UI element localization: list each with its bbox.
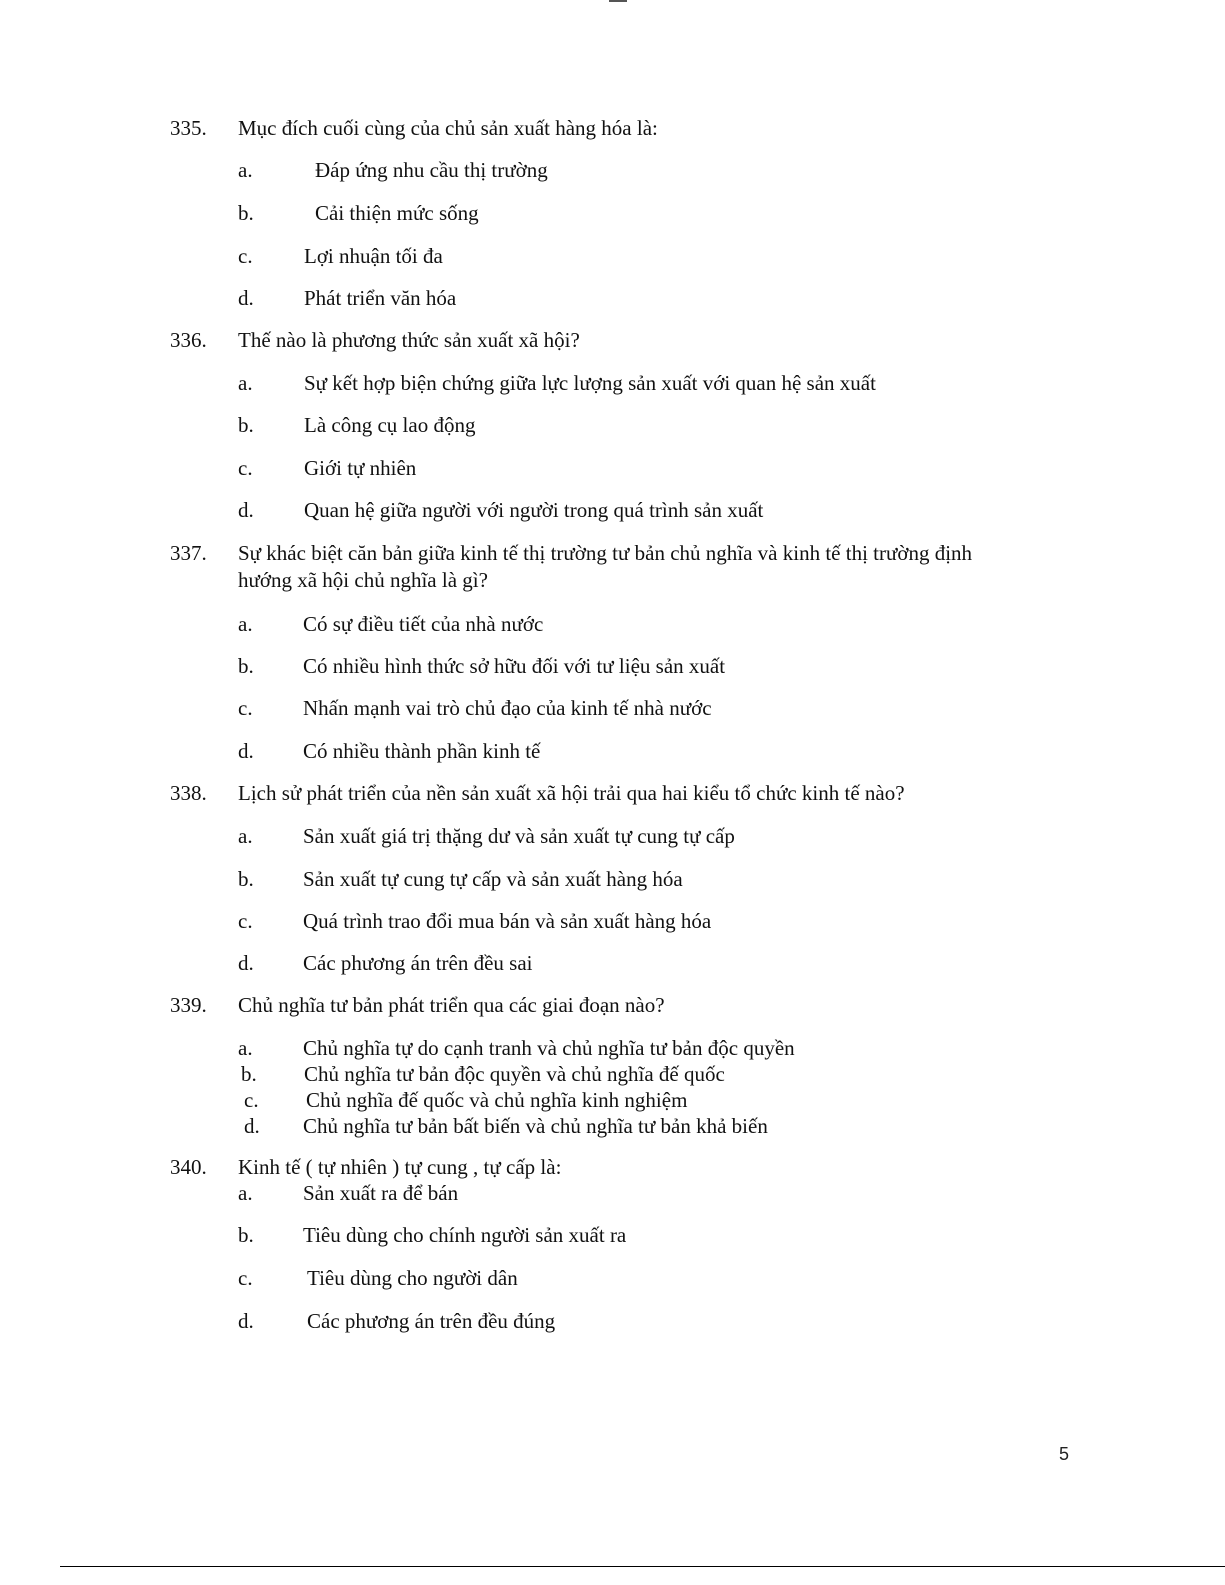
question-number: 338. (170, 781, 207, 805)
option-text: Sản xuất giá trị thặng dư và sản xuất tự cung tự cấp (303, 824, 735, 848)
option-text: Chủ nghĩa tư bản độc quyền và chủ nghĩa đế quốc (304, 1062, 725, 1086)
option-text: Quá trình trao đổi mua bán và sản xuất hàng hóa (303, 909, 712, 933)
option-text: Là công cụ lao động (304, 413, 476, 437)
question-number: 340. (170, 1155, 207, 1179)
question-number: 339. (170, 993, 207, 1017)
question-text: Kinh tế ( tự nhiên ) tự cung , tự cấp là: (238, 1155, 562, 1179)
option-text: Chủ nghĩa đế quốc và chủ nghĩa kinh nghiệm (306, 1088, 688, 1112)
option-text: Có nhiều hình thức sở hữu đối với tư liệu sản xuất (303, 654, 726, 678)
option-letter: a. (238, 158, 253, 182)
option-text: Sự kết hợp biện chứng giữa lực lượng sản xuất với quan hệ sản xuất (304, 371, 876, 395)
option-letter: a. (238, 1036, 253, 1060)
option-letter: a. (238, 612, 253, 636)
option-letter: b. (238, 1223, 254, 1247)
header-mark (609, 0, 627, 2)
option-text: Nhấn mạnh vai trò chủ đạo của kinh tế nhà nước (303, 696, 712, 720)
option-text: Giới tự nhiên (304, 456, 417, 480)
option-text: Lợi nhuận tối đa (304, 244, 443, 268)
option-text: Các phương án trên đều đúng (307, 1309, 556, 1333)
option-letter: b. (238, 201, 254, 225)
option-text: Chủ nghĩa tự do cạnh tranh và chủ nghĩa tư bản độc quyền (303, 1036, 795, 1060)
option-letter: d. (238, 498, 254, 522)
option-letter: d. (244, 1114, 260, 1138)
question-number: 336. (170, 328, 207, 352)
option-letter: b. (238, 413, 254, 437)
option-text: Cải thiện mức sống (315, 201, 479, 225)
option-text: Tiêu dùng cho người dân (307, 1266, 518, 1290)
question-text: Thế nào là phương thức sản xuất xã hội? (238, 328, 580, 352)
option-letter: d. (238, 1309, 254, 1333)
option-text: Phát triển văn hóa (304, 286, 457, 310)
option-letter: d. (238, 286, 254, 310)
option-text: Tiêu dùng cho chính người sản xuất ra (303, 1223, 627, 1247)
option-letter: b. (241, 1062, 257, 1086)
option-letter: c. (238, 456, 253, 480)
question-text-continued: hướng xã hội chủ nghĩa là gì? (238, 568, 488, 592)
option-text: Đáp ứng nhu cầu thị trường (315, 158, 548, 182)
option-letter: a. (238, 1181, 253, 1205)
option-letter: a. (238, 371, 253, 395)
option-letter: c. (238, 244, 253, 268)
option-text: Có sự điều tiết của nhà nước (303, 612, 544, 636)
option-letter: c. (238, 909, 253, 933)
option-text: Chủ nghĩa tư bản bất biến và chủ nghĩa tư bản khả biến (303, 1114, 768, 1138)
bottom-divider (60, 1566, 1225, 1567)
question-text: Chủ nghĩa tư bản phát triển qua các giai đoạn nào? (238, 993, 665, 1017)
option-text: Sản xuất ra để bán (303, 1181, 459, 1205)
option-letter: b. (238, 867, 254, 891)
option-text: Sản xuất tự cung tự cấp và sản xuất hàng hóa (303, 867, 683, 891)
option-text: Có nhiều thành phần kinh tế (303, 739, 541, 763)
option-letter: d. (238, 739, 254, 763)
option-text: Quan hệ giữa người với người trong quá trình sản xuất (304, 498, 764, 522)
option-letter: a. (238, 824, 253, 848)
option-text: Các phương án trên đều sai (303, 951, 533, 975)
question-text: Mục đích cuối cùng của chủ sản xuất hàng hóa là: (238, 116, 658, 140)
question-number: 337. (170, 541, 207, 565)
option-letter: c. (238, 1266, 253, 1290)
option-letter: d. (238, 951, 254, 975)
question-text: Lịch sử phát triển của nền sản xuất xã hội trải qua hai kiểu tổ chức kinh tế nào? (238, 781, 905, 805)
option-letter: b. (238, 654, 254, 678)
option-letter: c. (238, 696, 253, 720)
page-number: 5 (1059, 1444, 1070, 1464)
question-text: Sự khác biệt căn bản giữa kinh tế thị trường tư bản chủ nghĩa và kinh tế thị trường định (238, 541, 973, 565)
question-number: 335. (170, 116, 207, 140)
option-letter: c. (244, 1088, 259, 1112)
